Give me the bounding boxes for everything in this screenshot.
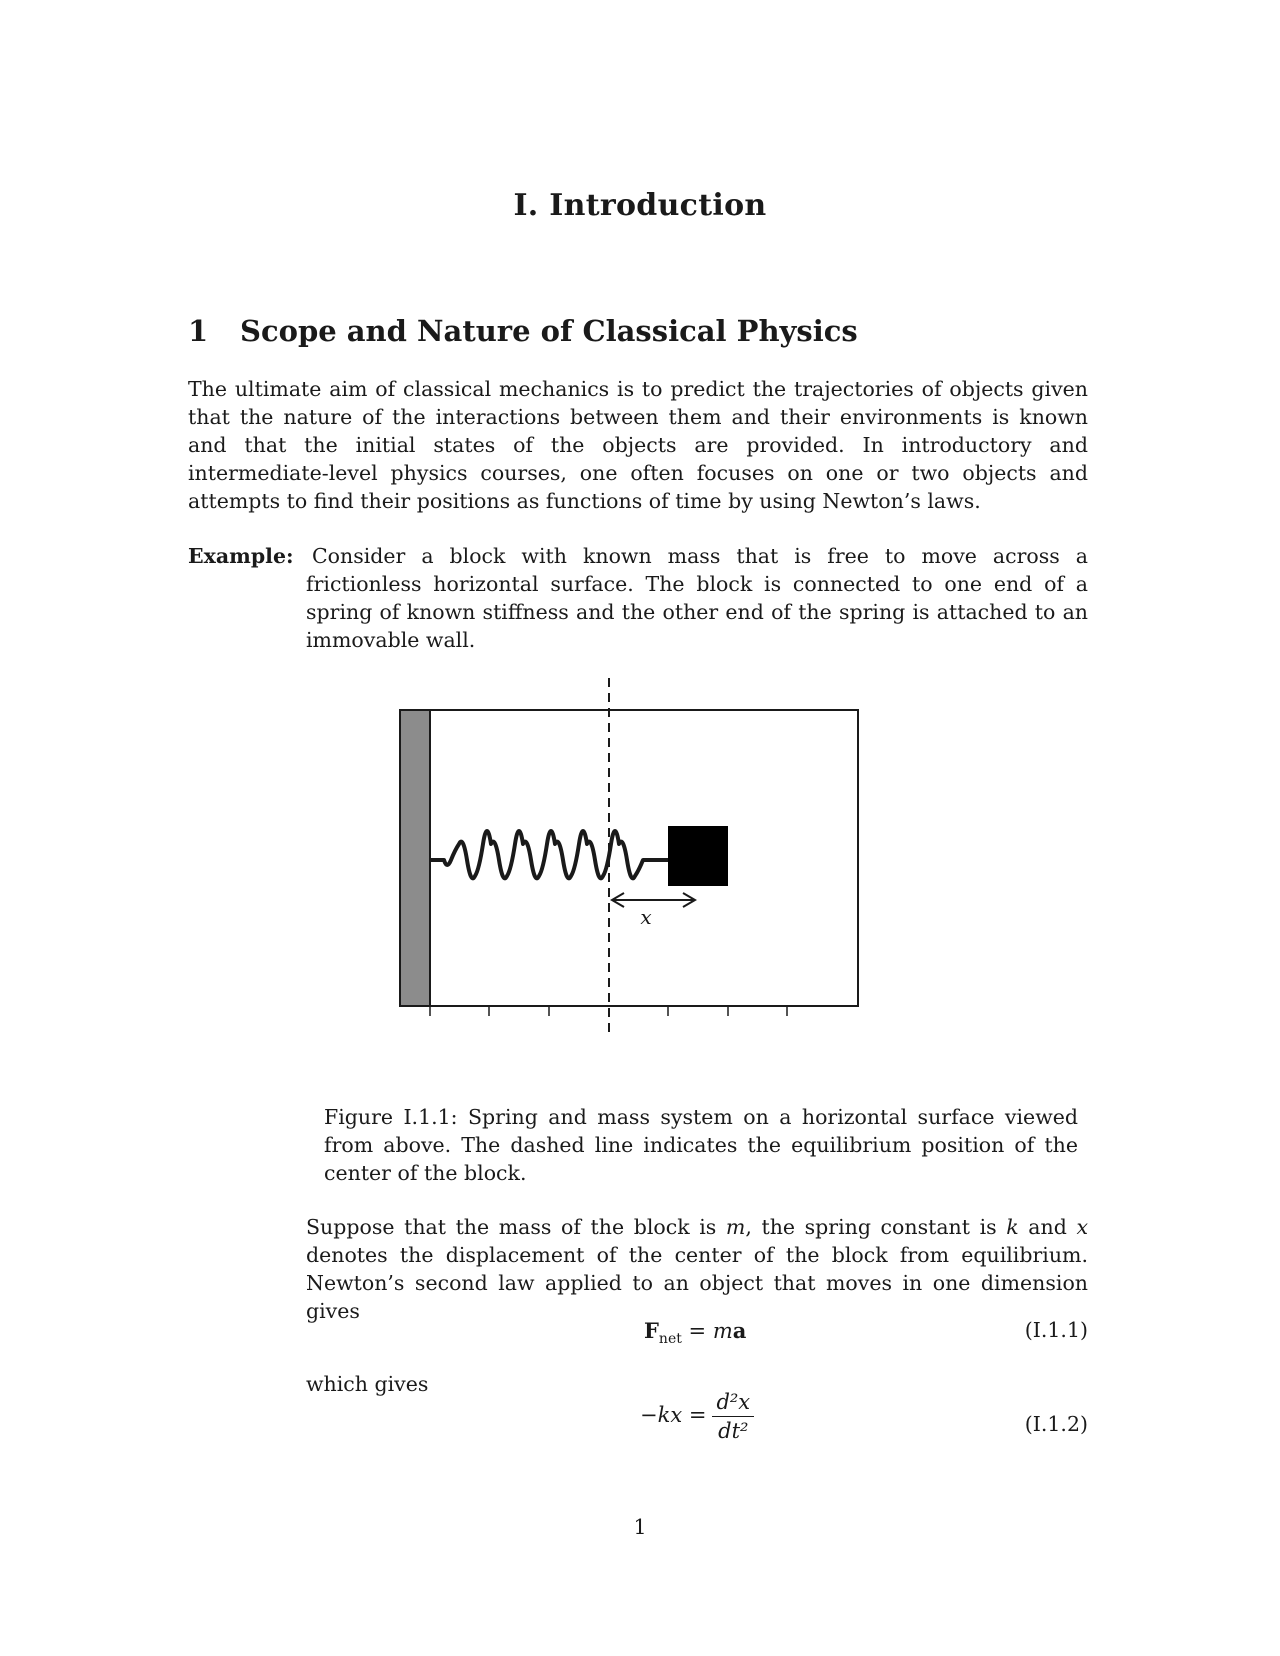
displacement-arrow [612, 893, 695, 907]
block [668, 826, 728, 886]
figure-caption: Figure I.1.1: Spring and mass system on a horizontal surface viewed from above. The dashed line indicates the equilibrium position of the center of the block. [324, 1105, 1078, 1185]
section-title: Scope and Nature of Classical Physics [240, 314, 858, 348]
displacement-label: x [640, 905, 652, 929]
section-heading [188, 314, 858, 348]
chapter-title: I. Introduction [513, 188, 767, 223]
equation-2-number: (I.1.2) [1024, 1412, 1088, 1436]
surface-box [400, 710, 858, 1006]
wall [400, 710, 430, 1006]
equation-1: $F_{net}$ = ma [644, 1318, 747, 1348]
section-number: 1 [188, 314, 209, 348]
intro-paragraph: The ultimate aim of classical mechanics is to predict the trajectories of objects given that the nature of the interactions between them and their environments is known and that the initial states of the objects are provided. In introductory and intermediate-level physics courses, one often focuses on one or two objects and attempts to find their positions as functions of time by using Newton’s laws. [188, 377, 1088, 513]
page-number: 1 [633, 1515, 647, 1539]
example-text: Consider a block with known mass that is free to move across a frictionless horizontal surface. The block is connected to one end of a spring of known stiffness and the other end of the spring is attached to an immovable wall. [306, 544, 1088, 652]
which-gives-text: which gives [306, 1372, 429, 1396]
example-label: Example: [188, 544, 294, 568]
equation-2: −kx = $\frac{\text{d²x}}{\text{dt²}}$ [640, 1390, 754, 1443]
equation-1-number: (I.1.1) [1024, 1318, 1088, 1342]
spring-mass-figure [380, 660, 860, 1040]
second-paragraph: Suppose that the mass of the block is m, the spring constant is k and x denotes the displacement of the center of the block from equilibrium. Newton’s second law applied to an object that moves in one dimension gives [306, 1215, 1088, 1323]
spring [430, 831, 668, 878]
